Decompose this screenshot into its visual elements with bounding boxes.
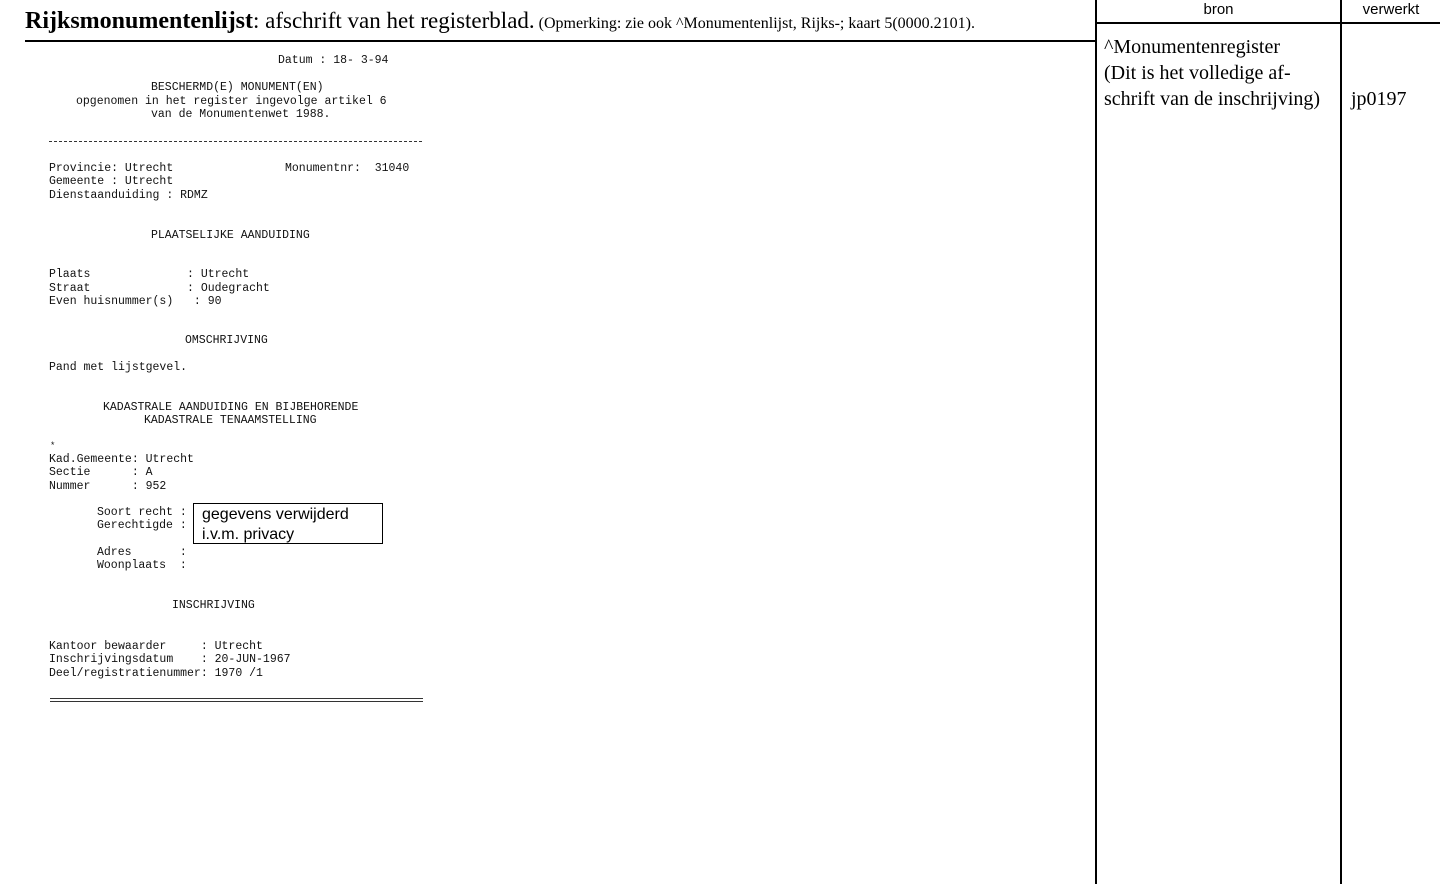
field-omschrijving: Pand met lijstgevel. — [49, 361, 188, 374]
field-kad-gemeente: Kad.Gemeente: Utrecht — [49, 453, 194, 466]
section-kadaster-1: KADASTRALE AANDUIDING EN BIJBEHORENDE — [103, 401, 359, 414]
field-provincie: Provincie: Utrecht — [49, 162, 174, 175]
title-main: : afschrift van het registerblad. — [253, 8, 535, 33]
privacy-line-2: i.v.m. privacy — [202, 526, 295, 543]
field-straat: Straat : Oudegracht — [49, 282, 270, 295]
section-inschrijving: INSCHRIJVING — [172, 599, 255, 612]
section-kadaster-2: KADASTRALE TENAAMSTELLING — [144, 414, 317, 427]
field-huisnummer: Even huisnummer(s) : 90 — [49, 295, 222, 308]
column-header-bron: bron — [1203, 1, 1234, 18]
field-adres: Adres : — [97, 546, 187, 559]
column-header-verwerkt: verwerkt — [1362, 1, 1420, 18]
column-divider-verwerkt — [1340, 0, 1342, 884]
column-header-rule — [1097, 22, 1440, 24]
field-inschrijvingsdatum: Inschrijvingsdatum : 20-JUN-1967 — [49, 653, 291, 666]
title-rule — [25, 40, 1095, 42]
register-heading-3: van de Monumentenwet 1988. — [151, 108, 331, 121]
section-omschrijving: OMSCHRIJVING — [185, 334, 268, 347]
field-nummer: Nummer : 952 — [49, 480, 167, 493]
field-soort-recht: Soort recht : — [97, 506, 187, 519]
column-divider-bron — [1095, 0, 1097, 884]
privacy-line-1: gegevens verwijderd — [202, 506, 349, 523]
register-heading-2: opgenomen in het register ingevolge artikel 6 — [76, 95, 387, 108]
field-dienstaanduiding: Dienstaanduiding : RDMZ — [49, 189, 208, 202]
title-note: (Opmerking: zie ook ^Monumentenlijst, Rijks-; kaart 5(0000.2101). — [538, 15, 975, 32]
title-bold: Rijksmonumentenlijst — [25, 8, 254, 34]
field-deel-registratienummer: Deel/registratienummer: 1970 /1 — [49, 667, 263, 680]
field-kantoor-bewaarder: Kantoor bewaarder : Utrecht — [49, 640, 263, 653]
field-gemeente: Gemeente : Utrecht — [49, 175, 174, 188]
field-plaats: Plaats : Utrecht — [49, 268, 250, 281]
register-heading-1: BESCHERMD(E) MONUMENT(EN) — [151, 81, 324, 94]
source-text: ^Monumentenregister (Dit is het volledige af- schrift van de inschrijving) — [1104, 36, 1321, 110]
section-plaatselijke-aanduiding: PLAATSELIJKE AANDUIDING — [151, 229, 310, 242]
field-woonplaats: Woonplaats : — [97, 559, 187, 572]
double-rule-end — [50, 698, 423, 702]
register-date: Datum : 18- 3-94 — [278, 54, 389, 67]
field-sectie: Sectie : A — [49, 466, 153, 479]
page-title — [25, 6, 1093, 39]
field-monumentnr: Monumentnr: 31040 — [285, 162, 410, 175]
privacy-notice-box — [193, 503, 383, 544]
processed-code: jp0197 — [1351, 88, 1407, 110]
field-gerechtigde: Gerechtigde : — [97, 519, 187, 532]
asterisk-mark: * — [50, 441, 56, 451]
dashed-divider — [49, 141, 422, 142]
